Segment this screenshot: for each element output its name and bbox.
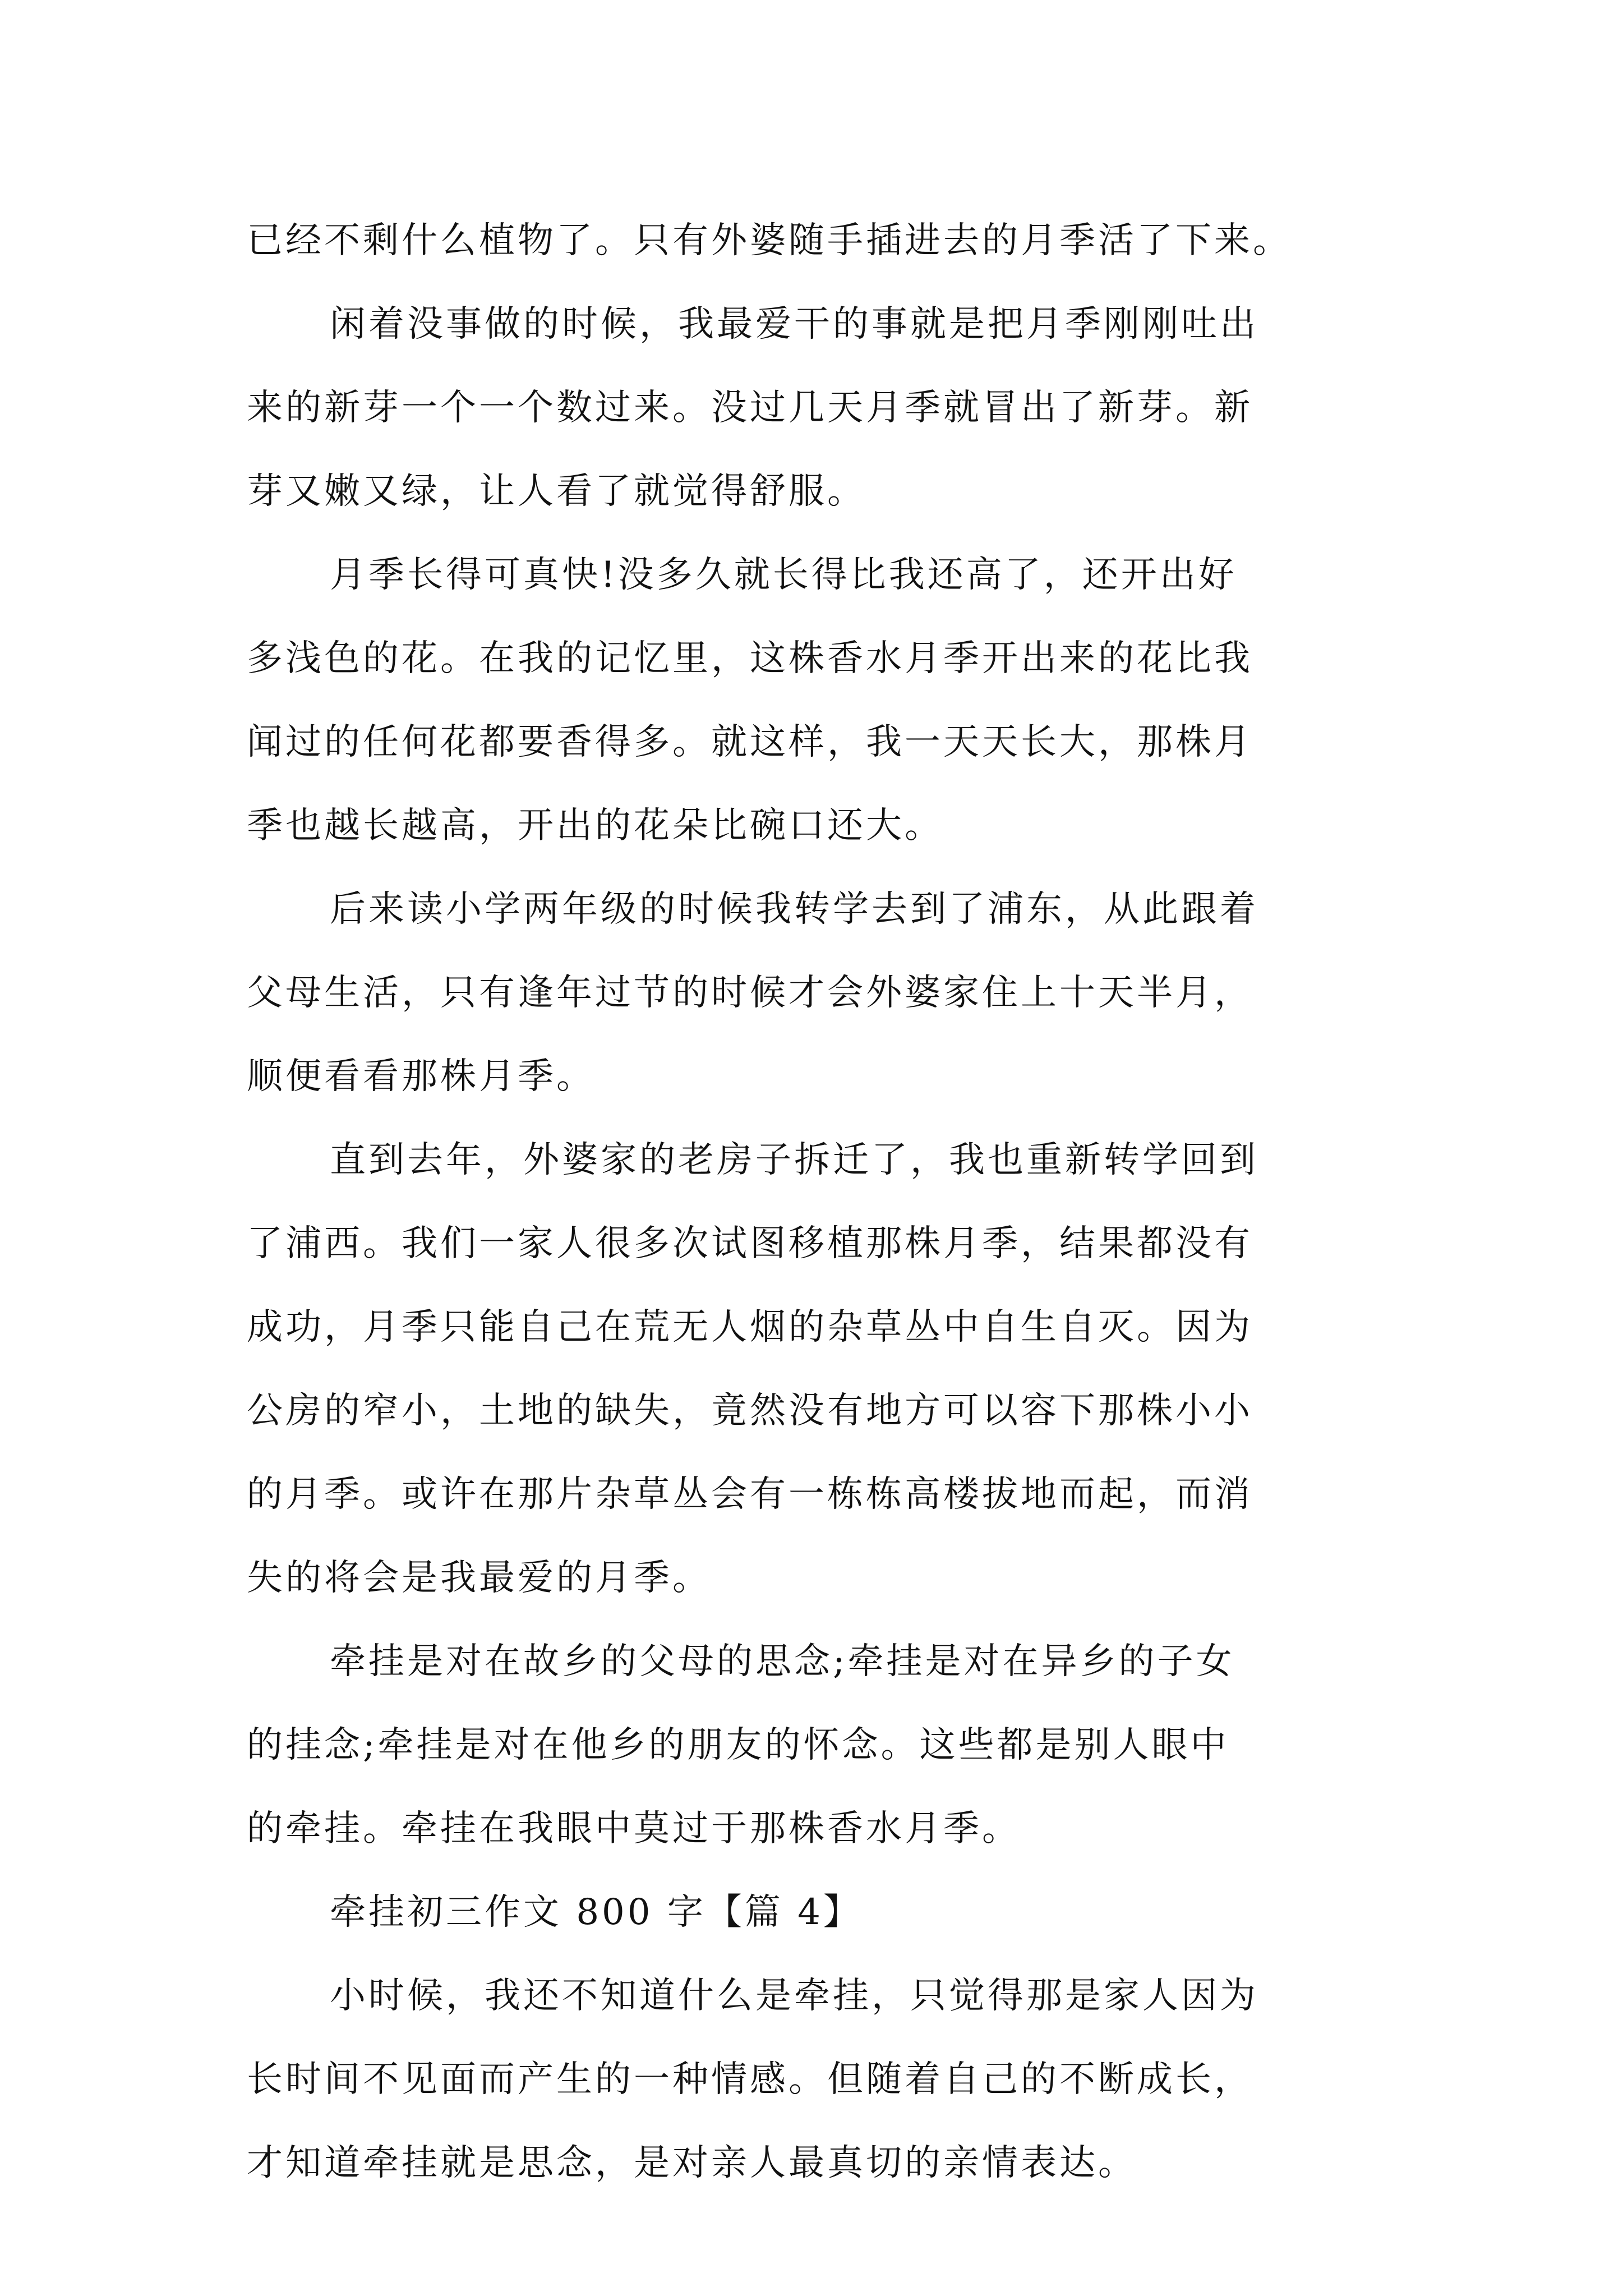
essay-body	[247, 199, 1430, 2205]
text-line: 直到去年，外婆家的老房子拆迁了，我也重新转学回到	[330, 1139, 1258, 1181]
text-line: 后来读小学两年级的时候我转学去到了浦东，从此跟着	[330, 889, 1258, 930]
text-line: 小时候，我还不知道什么是牵挂，只觉得那是家人因为	[330, 1975, 1258, 2017]
text-line: 多浅色的花。在我的记忆里，这株香水月季开出来的花比我	[247, 638, 1253, 679]
text-line: 的牵挂。牵挂在我眼中莫过于那株香水月季。	[247, 1808, 1021, 1849]
text-line: 闻过的任何花都要香得多。就这样，我一天天长大，那株月	[247, 721, 1253, 763]
text-line: 公房的窄小，土地的缺失，竟然没有地方可以容下那株小小	[247, 1390, 1253, 1432]
text-line: 长时间不见面而产生的一种情感。但随着自己的不断成长，	[247, 2059, 1253, 2100]
text-line: 芽又嫩又绿，让人看了就觉得舒服。	[247, 471, 866, 512]
text-line: 才知道牵挂就是思念，是对亲人最真切的亲情表达。	[247, 2142, 1137, 2184]
text-line: 成功，月季只能自己在荒无人烟的杂草丛中自生自灭。因为	[247, 1306, 1253, 1348]
text-line: 父母生活，只有逢年过节的时候才会外婆家住上十天半月，	[247, 972, 1253, 1014]
text-line: 顺便看看那株月季。	[247, 1056, 595, 1097]
text-line: 已经不剩什么植物了。只有外婆随手插进去的月季活了下来。	[247, 220, 1292, 261]
text-line: 闲着没事做的时候，我最爱干的事就是把月季刚刚吐出	[330, 303, 1258, 345]
text-line: 的挂念;牵挂是对在他乡的朋友的怀念。这些都是别人眼中	[247, 1724, 1229, 1766]
text-line: 月季长得可真快!没多久就长得比我还高了，还开出好	[330, 554, 1237, 596]
text-line: 牵挂是对在故乡的父母的思念;牵挂是对在异乡的子女	[330, 1641, 1235, 1682]
text-line: 的月季。或许在那片杂草丛会有一栋栋高楼拔地而起，而消	[247, 1474, 1253, 1515]
section-heading: 牵挂初三作文 800 字【篇 4】	[330, 1892, 862, 1933]
text-line: 失的将会是我最爱的月季。	[247, 1557, 711, 1599]
text-line: 了浦西。我们一家人很多次试图移植那株月季，结果都没有	[247, 1223, 1253, 1264]
text-line: 来的新芽一个一个数过来。没过几天月季就冒出了新芽。新	[247, 387, 1253, 429]
text-line: 季也越长越高，开出的花朵比碗口还大。	[247, 805, 943, 846]
